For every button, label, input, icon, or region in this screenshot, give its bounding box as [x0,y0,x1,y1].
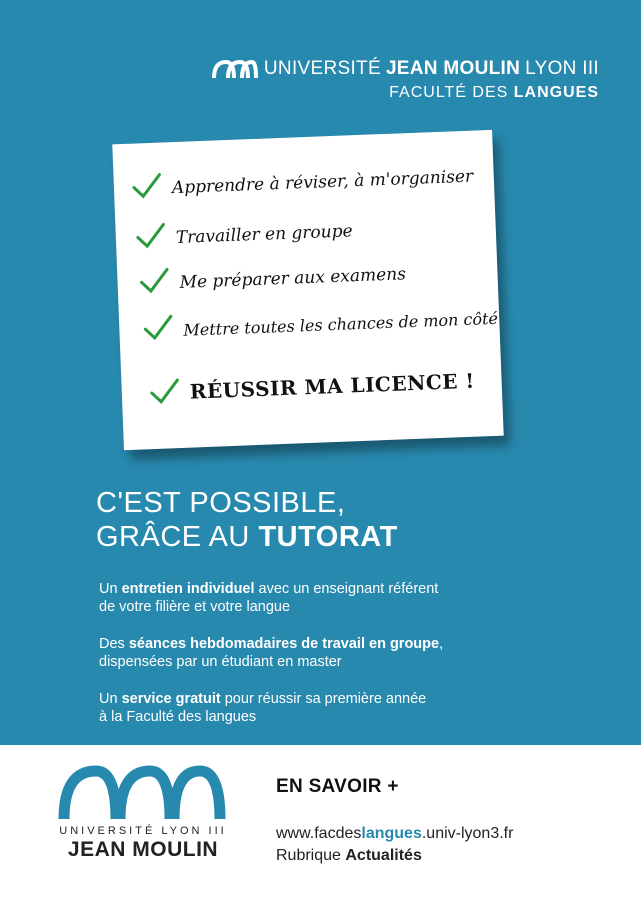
headline [96,486,398,554]
benefit-highlight: séances hebdomadaires de travail en groupe [128,636,440,652]
logo-university-line: UNIVERSITÉ LYON III [59,825,227,837]
benefit-text: dispensées par un étudiant en master [99,654,342,670]
benefit-highlight: service gratuit [121,691,221,707]
checklist-item-text: Mettre toutes les chances de mon côté [183,308,499,340]
university-footer-logo [58,763,228,862]
headline-tutorat: TUTORAT [258,521,398,553]
check-icon [131,173,162,200]
checklist-goal-text: RÉUSSIR MA LICENCE ! [189,368,476,404]
checklist-item-text: Travailler en groupe [175,221,353,249]
check-icon [135,222,166,249]
rubrique-line [276,847,422,865]
checklist-item [135,215,353,249]
benefit-text: Un [99,581,122,597]
url-text: www.facdes [276,825,362,842]
benefit-text: avec un enseignant référent [254,581,439,597]
headline-line1: C'EST POSSIBLE, [96,487,346,519]
url-highlight: langues [361,825,422,842]
rubrique-value: Actualités [345,847,422,864]
univ-name: JEAN MOULIN [385,58,521,79]
checklist-item [131,161,473,200]
checklist-item-text: Me préparer aux examens [179,264,407,293]
benefit-text: Un [99,691,122,707]
logo-name-line: JEAN MOULIN [67,838,219,861]
benefit-highlight: entretien individuel [121,581,255,597]
benefit-text: pour réussir sa première année [220,691,427,707]
checklist-item [139,258,406,294]
university-logo-icon [212,58,258,80]
check-icon [149,378,180,405]
benefit-text: , [439,636,444,652]
benefit-paragraph [99,690,529,726]
checklist-item [143,302,498,342]
university-brand [212,58,599,102]
learn-more-heading: EN SAVOIR + [276,776,399,797]
faculty-name: LANGUES [513,84,599,101]
checklist-item-text: Apprendre à réviser, à m'organiser [171,166,474,199]
checklist-item [149,367,475,405]
rubrique-label: Rubrique [276,847,346,864]
jean-moulin-logo-icon [58,763,226,823]
benefit-text: Des [99,636,129,652]
check-icon [139,267,170,294]
univ-suffix: LYON III [525,58,599,79]
faculty-prefix: FACULTÉ DES [389,84,509,101]
check-icon [143,314,174,341]
benefit-text: de votre filière et votre langue [99,599,291,615]
benefit-paragraph [99,635,529,671]
checklist-note-card [112,130,503,450]
univ-prefix: UNIVERSITÉ [263,58,381,79]
benefit-text: à la Faculté des langues [99,709,257,725]
url-text: .univ-lyon3.fr [421,825,514,842]
headline-line2-prefix: GRÂCE AU [96,521,250,553]
website-link[interactable] [276,825,513,843]
benefit-paragraph [99,580,529,616]
